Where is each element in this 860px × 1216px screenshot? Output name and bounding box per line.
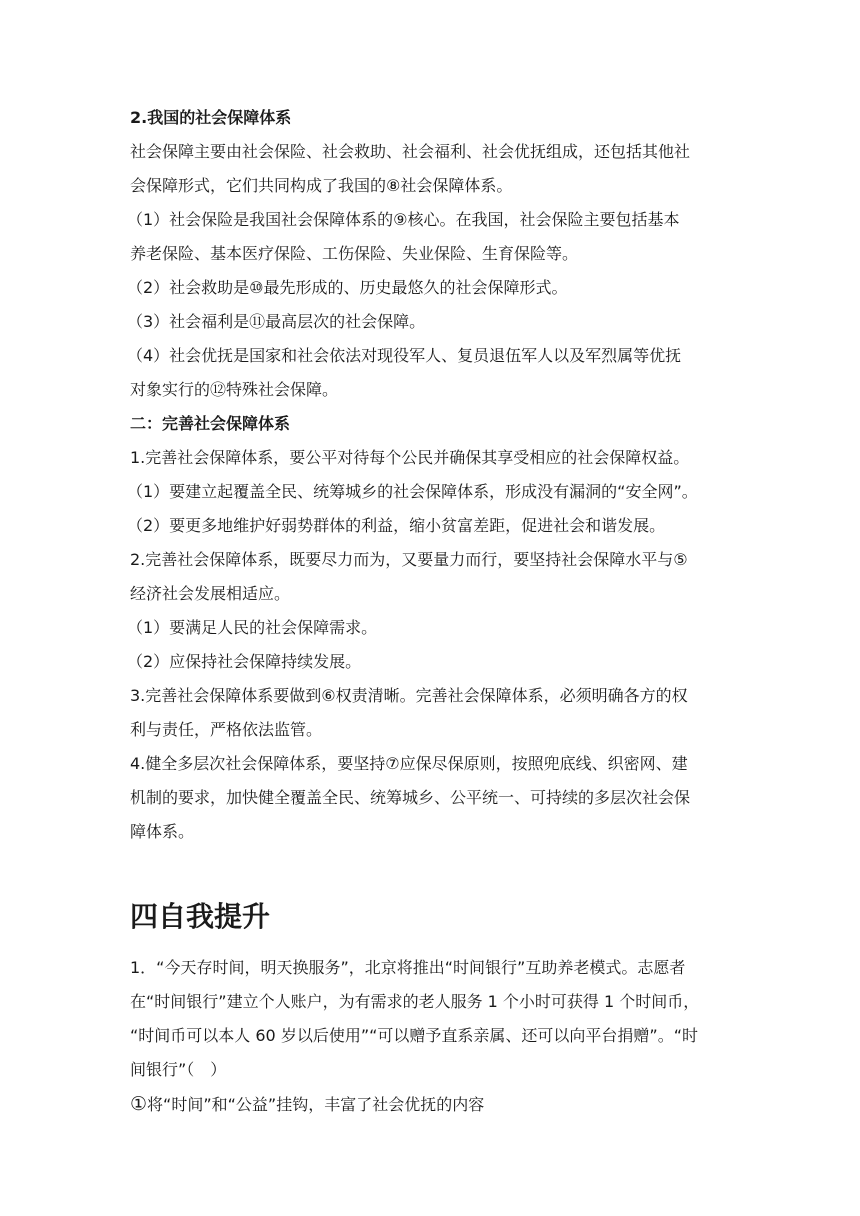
answer-option: [130, 1087, 735, 1121]
list-item-line: （1）要满足人民的社会保障需求。: [127, 618, 378, 637]
question-line: “时间币可以本人 60 岁以后使用”“可以赠予直系亲属、还可以向平台捐赠”。“时: [130, 1026, 698, 1045]
list-item-line: 养老保险、基本医疗保险、工伤保险、失业保险、生育保险等。: [130, 244, 579, 263]
paragraph-line: 社会保障主要由社会保险、社会救助、社会福利、社会优抚组成，还包括其他社: [130, 142, 691, 161]
paragraph-line: 3.完善社会保障体系要做到⑥权责清晰。完善社会保障体系，必须明确各方的权: [130, 686, 688, 705]
question-line: 1．“今天存时间，明天换服务”，北京将推出“时间银行”互助养老模式。志愿者: [130, 958, 686, 977]
paragraph-line: 2.完善社会保障体系，既要尽力而为，又要量力而行，要坚持社会保障水平与⑤: [130, 550, 688, 569]
option-marker: ①: [130, 1093, 148, 1115]
document-page: [127, 101, 735, 1121]
paragraph-line: 会保障形式，它们共同构成了我国的⑧社会保障体系。: [130, 176, 513, 195]
paragraph-line: 1.完善社会保障体系，要公平对待每个公民并确保其享受相应的社会保障权益。: [130, 448, 690, 467]
option-text: 将“时间”和“公益”挂钩，丰富了社会优抚的内容: [147, 1095, 485, 1114]
question-line: 间银行”（ ）: [130, 1060, 227, 1079]
list-item-line: （2）要更多地维护好弱势群体的利益，缩小贫富差距，促进社会和谐发展。: [127, 516, 666, 535]
section-title: 2.我国的社会保障体系: [130, 108, 292, 127]
list-item-line: （3）社会福利是⑪最高层次的社会保障。: [127, 312, 426, 331]
paragraph-line: 机制的要求，加快健全覆盖全民、统筹城乡、公平统一、可持续的多层次社会保: [130, 788, 691, 807]
question-line: 在“时间银行”建立个人账户，为有需求的老人服务 1 个小时可获得 1 个时间币，: [130, 992, 700, 1011]
paragraph-line: 4.健全多层次社会保障体系，要坚持⑦应保尽保原则，按照兜底线、织密网、建: [130, 754, 688, 773]
list-item-line: （1）要建立起覆盖全民、统筹城乡的社会保障体系，形成没有漏洞的“安全网”。: [127, 482, 698, 501]
page-heading: 四自我提升: [130, 900, 271, 933]
list-item-line: （4）社会优抚是国家和社会依法对现役军人、复员退伍军人以及军烈属等优抚: [127, 346, 682, 365]
list-item-line: （1）社会保险是我国社会保障体系的⑨核心。在我国，社会保险主要包括基本: [127, 210, 680, 229]
section-spacer: [130, 849, 735, 889]
paragraph-line: 利与责任，严格依法监管。: [130, 720, 323, 739]
list-item-line: （2）社会救助是⑩最先形成的、历史最悠久的社会保障形式。: [127, 278, 568, 297]
list-item-line: 对象实行的⑫特殊社会保障。: [130, 380, 339, 399]
paragraph-line: 障体系。: [130, 822, 195, 841]
section-title: 二：完善社会保障体系: [130, 414, 291, 433]
paragraph-line: 经济社会发展相适应。: [130, 584, 291, 603]
list-item-line: （2）应保持社会保障持续发展。: [127, 652, 362, 671]
